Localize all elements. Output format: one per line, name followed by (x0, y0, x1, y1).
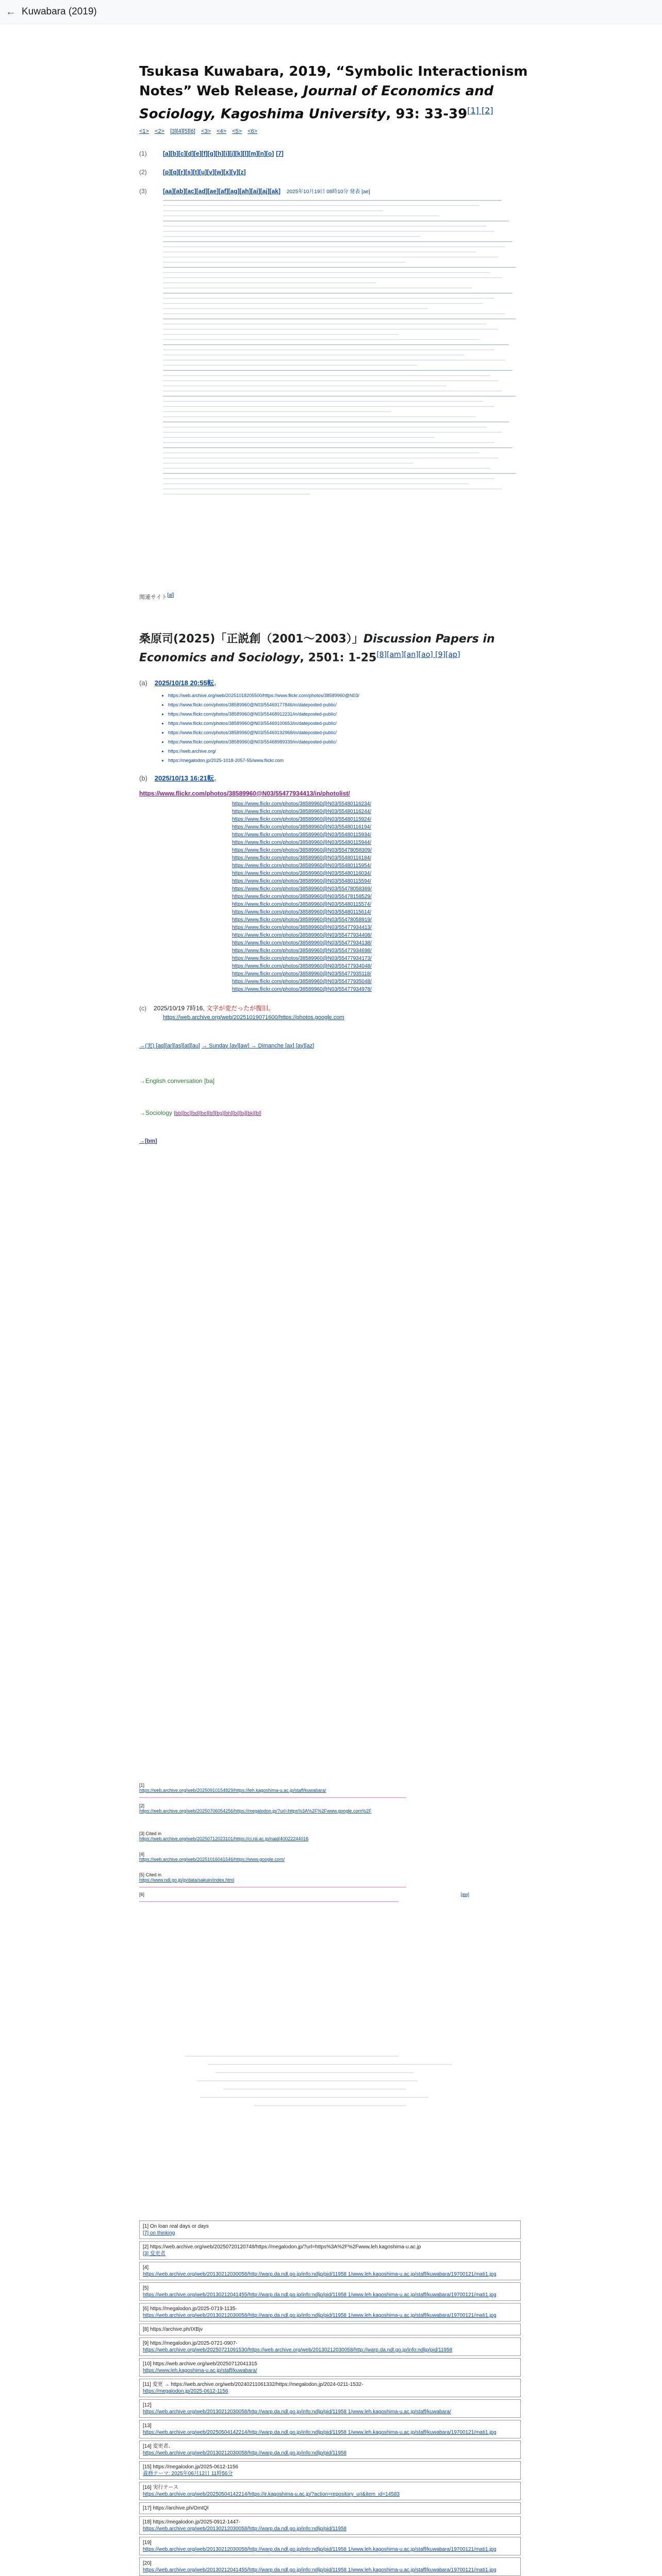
url-bullets (168, 692, 531, 764)
text-line (163, 385, 446, 386)
list-item[interactable]: https://www.flickr.com/photos/38589960@N03/55480116034/ (232, 870, 372, 876)
item-2: (2) [p][q][r][s][t][u][v][w][x][y][z] (139, 168, 246, 176)
flickr-photolist-link[interactable]: https://www.flickr.com/photos/38589960@N03/55477934413/in/photolist/ (139, 789, 350, 797)
divider (139, 1901, 399, 1902)
ref-link[interactable]: https://web.archive.org/web/20251016041546/https://www.google.com/ (139, 1857, 285, 1862)
footnote-box: [1] On loan real days or days [7] on thinking (139, 2221, 521, 2239)
list-item[interactable]: https://www.flickr.com/photos/38589960@N03/55480115614/ (232, 909, 372, 915)
list-item[interactable]: https://www.flickr.com/photos/38589960@N03/55480116244/ (232, 808, 372, 815)
sociology-row: →Sociology [bb][bc][bd][be][bf][bg][bh][bi][bj][bk][bl] (139, 1109, 261, 1116)
footnote-link[interactable]: [7] (276, 149, 284, 157)
footnote-box: [16] 実行テース https://web.archive.org/web/20250504142214/https://ir.kagoshima-u.ac.jp/?action=repository_uri&item_id=14583 (139, 2482, 521, 2500)
footnote-box: [13] https://web.archive.org/web/20250504142214/http://warp.da.ndl.go.jp/info:ndljp/pid/11958 1/www.leh.kagoshima-u.ac.jp/staff/kuwabara/19700121/mati1.jpg (139, 2420, 521, 2438)
list-item[interactable]: https://www.flickr.com/photos/38589960@N03/55477934048/ (232, 963, 372, 969)
divider (139, 1797, 406, 1798)
text-line (163, 313, 505, 314)
text-line (163, 406, 494, 407)
nav-link[interactable]: <6> (247, 128, 258, 134)
text-line (163, 457, 498, 459)
article-content (139, 62, 531, 1144)
footnote-box: [10] https://web.archive.org/web/20250712041315 https://www.leh.kagoshima-u.ac.jp/staff/kuwabara/ (139, 2358, 521, 2377)
related-sites: 関連サイト[al] (139, 592, 174, 601)
browser-topbar (0, 0, 662, 24)
list-item[interactable]: https://www.flickr.com/photos/38589960@N03/55480116234/ (232, 801, 372, 807)
list-item[interactable]: https://www.flickr.com/photos/38589960@N03/55477934408/ (232, 932, 372, 938)
sociology-links[interactable]: [bb][bc][bd][be][bf][bg][bh][bi][bj][bk][bl] (174, 1110, 261, 1116)
ref-link[interactable]: https://www.ndl.go.jp/jp/data/sakuin/index.html (139, 1877, 235, 1883)
text-line (163, 401, 483, 402)
ref-link[interactable]: [aw] (460, 1892, 469, 1897)
text-line (163, 277, 502, 278)
item-1: (1) [a][b][c][d][e][f][g][h][i][j][k][l][m][n][o] [7] (139, 149, 284, 157)
text-line (163, 360, 505, 361)
references (139, 1783, 521, 1906)
english-row: →English conversation [ba] (139, 1077, 215, 1084)
text-line (223, 2089, 406, 2090)
list-item[interactable]: https://www.flickr.com/photos/38589960@N03/55480115944/ (232, 839, 372, 845)
footnote-link[interactable]: [al] (167, 592, 174, 598)
footnote-box: [14] 変更者、 https://web.archive.org/web/20130212030058/http://warp.da.ndl.go.jp/info:ndljp/pid/11958 (139, 2441, 521, 2459)
text-line (163, 231, 494, 232)
text-line (163, 494, 310, 495)
list-item[interactable]: • https://www.flickr.com/photos/38589960@N03/55468912231/in/dateposted-public/ (168, 711, 531, 717)
ref-item: [3] Cited in https://web.archive.org/web/20250712023101/https://ci.nii.ac.jp/naid/40022244016 (139, 1831, 521, 1841)
ref-link[interactable]: https://web.archive.org/web/20250706054256/https://megalodon.jp/?url=https%3A%2F%2Fwww.google.com%2F (139, 1808, 372, 1814)
list-item[interactable]: https://www.flickr.com/photos/38589960@N03/55478058309/ (232, 847, 372, 853)
text-line (185, 2056, 399, 2057)
text-line (163, 339, 479, 340)
nav-link[interactable]: <2> (155, 128, 164, 134)
text-line (163, 349, 494, 350)
date-row-b: (b) 2025/10/13 16:21転。 (139, 774, 221, 782)
divider (139, 1887, 406, 1888)
text-line (163, 396, 516, 397)
text-line (163, 452, 479, 453)
list-item[interactable]: https://www.flickr.com/photos/38589960@N03/55480115924/ (232, 816, 372, 822)
footnote-link[interactable]: [1] [2] (467, 106, 493, 115)
text-line (163, 473, 516, 474)
footnote-boxes (139, 2221, 521, 2576)
text-line (163, 303, 483, 304)
text-line (163, 251, 476, 252)
section-nav (139, 128, 531, 134)
text-line (163, 483, 469, 484)
flickr-url-list (232, 800, 531, 993)
text-line (163, 416, 476, 417)
list-item[interactable]: • https://megalodon.jp/2025-1018-2057-55/www.flickr.com (168, 757, 531, 764)
text-line (163, 257, 498, 258)
nav-link[interactable]: <4> (217, 128, 227, 134)
text-line (163, 210, 384, 211)
list-item[interactable]: • https://www.flickr.com/photos/38589960@N03/55468989339/in/dateposted-public/ (168, 739, 531, 745)
nav-link[interactable]: <3> (201, 128, 211, 134)
footnote-box: [2] https://web.archive.org/web/20250720120748/https://megalodon.jp/?url=https%3A%2F%2Fwww.leh.kagoshima-u.ac.jp [3] 変更者 (139, 2241, 521, 2260)
footnote-box: [15] https://megalodon.jp/2025-0612-1156 義務テーマ: 2025年06月12日 11時56分 (139, 2461, 521, 2480)
footnote-box: [5] https://web.archive.org/web/20130212041455/http://warp.da.ndl.go.jp/info:ndljp/pid/11958 1/www.leh.kagoshima-u.ac.jp/staff/kuwabara/19700121/mati1.jpg (139, 2282, 521, 2301)
footnote-box: [19] https://web.archive.org/web/20130212030058/http://warp.da.ndl.go.jp/info:ndljp/pid/11958 1/www.leh.kagoshima-u.ac.jp/staff/kuwabara/19700121/mati1.jpg (139, 2537, 521, 2555)
text-line (163, 324, 487, 325)
ref-item: [4] https://web.archive.org/web/20251016041546/https://www.google.com/ (139, 1852, 521, 1862)
list-item[interactable]: https://www.flickr.com/photos/38589960@N03/55477935118/ (232, 971, 372, 977)
text-line (163, 432, 502, 433)
list-item[interactable]: https://www.flickr.com/photos/38589960@N03/55477934173/ (232, 955, 372, 961)
text-line (163, 308, 428, 309)
text-line (163, 427, 487, 428)
text-line (163, 354, 465, 355)
text-line (163, 380, 498, 381)
item-link[interactable]: [a][b][c][d][e][f][g][h][i][j][k][l][m][n][o] (163, 149, 274, 157)
list-item[interactable]: https://www.flickr.com/photos/38589960@N03/55480115574/ (232, 901, 372, 907)
text-line (163, 329, 498, 330)
list-item[interactable]: https://www.flickr.com/photos/38589960@N03/55477934698/ (232, 947, 372, 954)
centered-lines (139, 2056, 521, 2113)
text-line (163, 421, 509, 422)
text-line (163, 236, 421, 237)
footnote-box: [20] https://web.archive.org/web/20130212041455/http://warp.da.ndl.go.jp/info:ndljp/pid/11958 1/www.leh.kagoshima-u.ac.jp/staff/kuwabara/19700121/mati1.jpg (139, 2557, 521, 2576)
list-item[interactable]: https://www.flickr.com/photos/38589960@N03/55480115954/ (232, 862, 372, 869)
list-item[interactable]: https://www.flickr.com/photos/38589960@N03/55478058919/ (232, 917, 372, 923)
bm-link[interactable]: →[bm] (139, 1138, 157, 1144)
list-item[interactable]: https://www.flickr.com/photos/38589960@N03/55480116194/ (232, 824, 372, 830)
text-line (200, 2097, 429, 2098)
text-line (216, 2072, 414, 2073)
text-line (163, 293, 512, 294)
text-line (163, 468, 490, 469)
sunday-text[interactable]: → Sunday [av][aw] → Dimanche [ax] [ay][az] (202, 1042, 315, 1049)
text-line (163, 298, 494, 299)
nav-link[interactable]: [3][4][5][6] (170, 128, 195, 134)
list-item[interactable]: https://www.flickr.com/photos/38589960@N03/55478058369/ (232, 886, 372, 892)
text-line (163, 318, 516, 319)
tab-title: Kuwabara (2019) (22, 6, 97, 17)
nav-link[interactable]: <5> (232, 128, 242, 134)
footnote-box: [4] https://web.archive.org/web/20130212030058/http://warp.da.ndl.go.jp/info:ndljp/pid/11958 1/www.leh.kagoshima-u.ac.jp/staff/kuwabara/19700121/mati1.jpg (139, 2262, 521, 2280)
list-item[interactable]: https://www.flickr.com/photos/38589960@N03/55477934413/ (232, 924, 372, 930)
text-line (163, 365, 417, 366)
list-item[interactable]: https://www.flickr.com/photos/38589960@N03/55477934138/ (232, 940, 372, 946)
footnote-box: [11] 変更 → https://web.archive.org/web/20240211061332/https://megalodon.jp/2024-0211-1532- https://megalodon.jp/2025-0612-1156 (139, 2379, 521, 2397)
list-item[interactable]: https://www.flickr.com/photos/38589960@N03/55478158529/ (232, 893, 372, 900)
text-line (163, 241, 512, 242)
item-meta: 2025年10月19日 08時10分 発表 [ae] (287, 189, 370, 195)
list-item[interactable]: https://www.flickr.com/photos/38589960@N03/55477935048/ (232, 978, 372, 985)
list-item[interactable]: https://www.flickr.com/photos/38589960@N03/55480115934/ (232, 832, 372, 838)
ref-link[interactable]: https://web.archive.org/web/20250910154829/https://leh.kagoshima-u.ac.jp/staff/kuwabara/ (139, 1788, 326, 1793)
text-line (163, 411, 391, 412)
text-line (163, 267, 516, 268)
text-line (163, 287, 472, 289)
text-line (163, 437, 435, 438)
footnote-box: [12] https://web.archive.org/web/20130212030058/http://warp.da.ndl.go.jp/info:ndljp/pid/11958 1/www.leh.kagoshima-u.ac.jp/staff/kuwabara/ (139, 2399, 521, 2418)
text-line (163, 205, 479, 206)
text-line (163, 246, 505, 247)
list-item[interactable]: https://www.flickr.com/photos/38589960@N03/55480115594/ (232, 878, 372, 884)
text-line (163, 442, 494, 443)
text-line (254, 2105, 406, 2106)
text-line (163, 488, 502, 489)
list-item[interactable]: • https://web.archive.org/ (168, 748, 531, 754)
ref-link[interactable]: https://web.archive.org/web/20250712023101/https://ci.nii.ac.jp/naid/40022244016 (139, 1836, 309, 1841)
text-line (163, 391, 502, 392)
text-line (163, 215, 439, 216)
ref-item: [1] https://web.archive.org/web/20250910154829/https://leh.kagoshima-u.ac.jp/staff/kuwabara/ (139, 1783, 521, 1793)
list-item[interactable]: • https://www.flickr.com/photos/38589960@N03/55469177846/in/dateposted-public/ (168, 702, 531, 708)
text-line (208, 2064, 452, 2065)
footnote-box: [18] https://megalodon.jp/2025-0912-1447- https://web.archive.org/web/20130212030058/http://warp.da.ndl.go.jp/info:ndljp/pid/11958 (139, 2516, 521, 2535)
item-link[interactable]: [p][q][r][s][t][u][v][w][x][y][z] (163, 168, 246, 176)
ref-item: [6] [aw] (139, 1892, 469, 1897)
arrow-left-icon[interactable]: ← (6, 6, 16, 18)
text-line (163, 478, 494, 479)
date-link[interactable]: 2025/10/18 20:55転 (154, 679, 214, 687)
text-line (163, 221, 509, 222)
item-link[interactable]: [aa][ab][ac][ad][ae][af][ag][ah][ai][aj][ak] (163, 187, 281, 195)
list-item[interactable]: https://www.flickr.com/photos/38589960@N03/55480116184/ (232, 855, 372, 861)
footnote-box: [6] https://megalodon.jp/2025-0719-1135- https://web.archive.org/web/20130212030058/http://warp.da.ndl.go.jp/info:ndljp/pid/11958 1/www.leh.kagoshima-u.ac.jp/staff/kuwabara/19700121/mati1.jpg (139, 2303, 521, 2321)
list-item[interactable]: • https://web.archive.org/web/20251018205500/https://www.flickr.com/photos/38589960@N03/ (168, 692, 531, 699)
date-row-c: (c) 2025/10/19 7時16, 文字が変だったが復旧。 (139, 1004, 275, 1012)
list-item[interactable]: https://www.flickr.com/photos/38589960@N03/55477934978/ (232, 986, 372, 992)
text-line (163, 334, 399, 335)
warning-text: 文字が変だったが復旧。 (206, 1004, 275, 1012)
sunday-row (139, 1041, 531, 1049)
text-line (163, 200, 502, 201)
archive-link[interactable]: https://web.archive.org/web/20251019071600/https://photos.google.com (163, 1014, 344, 1021)
text-line (163, 463, 413, 464)
footnote-link[interactable]: [8][am][an][ao] [9][ap] (376, 651, 460, 659)
nav-link[interactable]: <1> (139, 128, 149, 134)
date-link[interactable]: 2025/10/13 16:21転 (154, 774, 214, 782)
text-line (163, 262, 406, 263)
text-block (163, 200, 531, 495)
list-item[interactable]: • https://www.flickr.com/photos/38589960@N03/55469100653/in/dateposted-public/ (168, 720, 531, 726)
ref-item: [2] https://web.archive.org/web/20250706054256/https://megalodon.jp/?url=https%3A%2F%2Fwww.google.com%2F (139, 1803, 521, 1814)
footnote-box: [8] https://archive.ph/IXBjv (139, 2324, 521, 2335)
section-title: 桑原司(2025)「正説創（2001〜2003）」Discussion Papers in Economics and Sociology, 2501: 1-25[8][am][an][ao] [9][ap] (139, 633, 495, 665)
sunday-links[interactable]: →(実) [aq][ar][as][at][au] (139, 1042, 200, 1049)
text-line (163, 375, 490, 376)
item-3: (3) [aa][ab][ac][ad][ae][af][ag][ah][ai][aj][ak] 2025年10月19日 08時10分 発表 [ae] (139, 187, 370, 195)
list-item[interactable]: • https://www.flickr.com/photos/38589960@N03/55469192968/in/dateposted-public/ (168, 730, 531, 736)
text-line (163, 447, 512, 448)
text-line (196, 2080, 418, 2081)
text-line (163, 344, 509, 345)
text-line (163, 370, 512, 371)
page-title: Tsukasa Kuwabara, 2019, “Symbolic Interactionism Notes” Web Release, Journal of Economics and Sociology, Kagoshima University, 93: 33-39[1] [2] (139, 64, 528, 122)
text-line (163, 282, 376, 283)
text-line (163, 226, 487, 227)
footnote-box: [9] https://megalodon.jp/2025-0721-0907- https://web.archive.org/web/20250721091530/https://web.archive.org/web/20130212030058/http://warp.da.ndl.go.jp/info:ndljp/pid/11958 (139, 2337, 521, 2356)
footnote-box: [17] https://archive.ph/OmtQl (139, 2502, 521, 2514)
date-row-a: (a) 2025/10/18 20:55転。 (139, 679, 221, 687)
ref-item: [5] Cited in https://www.ndl.go.jp/jp/data/sakuin/index.html (139, 1872, 521, 1883)
text-line (163, 272, 490, 273)
